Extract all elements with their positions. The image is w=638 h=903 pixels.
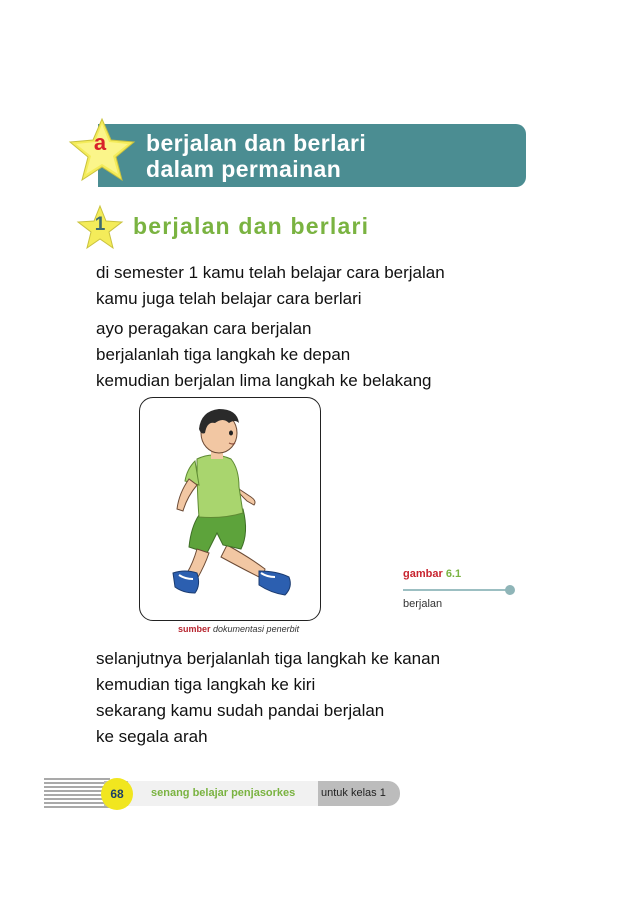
section-title-line2: dalam permainan bbox=[146, 156, 342, 182]
text-line: di semester 1 kamu telah belajar cara berjalan bbox=[96, 263, 445, 282]
footer-class-label: untuk kelas 1 bbox=[321, 787, 386, 799]
footer-book-title: senang belajar penjasorkes bbox=[151, 787, 296, 799]
section-letter: a bbox=[93, 130, 107, 155]
figure-source bbox=[178, 624, 299, 634]
page-number: 68 bbox=[101, 778, 133, 810]
text-line: selanjutnya berjalanlah tiga langkah ke kanan bbox=[96, 649, 441, 668]
text-line: berjalanlah tiga langkah ke depan bbox=[96, 345, 351, 364]
paragraph-instructions bbox=[96, 316, 432, 394]
text-line: kemudian berjalan lima langkah ke belakang bbox=[96, 371, 432, 390]
caption-number: 6.1 bbox=[445, 568, 462, 580]
caption-dot-icon bbox=[505, 585, 515, 595]
text-line: ayo peragakan cara berjalan bbox=[96, 319, 312, 338]
walking-boy-illustration bbox=[139, 397, 321, 622]
caption-label: gambar bbox=[403, 568, 443, 580]
subsection-title: berjalan dan berlari bbox=[133, 213, 370, 239]
source-value: dokumentasi penerbit bbox=[213, 624, 300, 634]
caption-divider bbox=[403, 589, 508, 591]
section-title-line1: berjalan dan berlari bbox=[146, 130, 367, 156]
paragraph-intro bbox=[96, 260, 445, 312]
text-line: ke segala arah bbox=[96, 727, 208, 746]
subsection-number: 1 bbox=[94, 214, 106, 235]
paragraph-closing bbox=[96, 646, 440, 750]
text-line: kemudian tiga langkah ke kiri bbox=[96, 675, 316, 694]
figure-caption-label bbox=[403, 568, 461, 580]
source-label: sumber bbox=[178, 624, 211, 634]
text-line: sekarang kamu sudah pandai berjalan bbox=[96, 701, 385, 720]
section-title bbox=[146, 130, 366, 182]
caption-text: berjalan bbox=[403, 598, 443, 610]
text-line: kamu juga telah belajar cara berlari bbox=[96, 289, 362, 308]
